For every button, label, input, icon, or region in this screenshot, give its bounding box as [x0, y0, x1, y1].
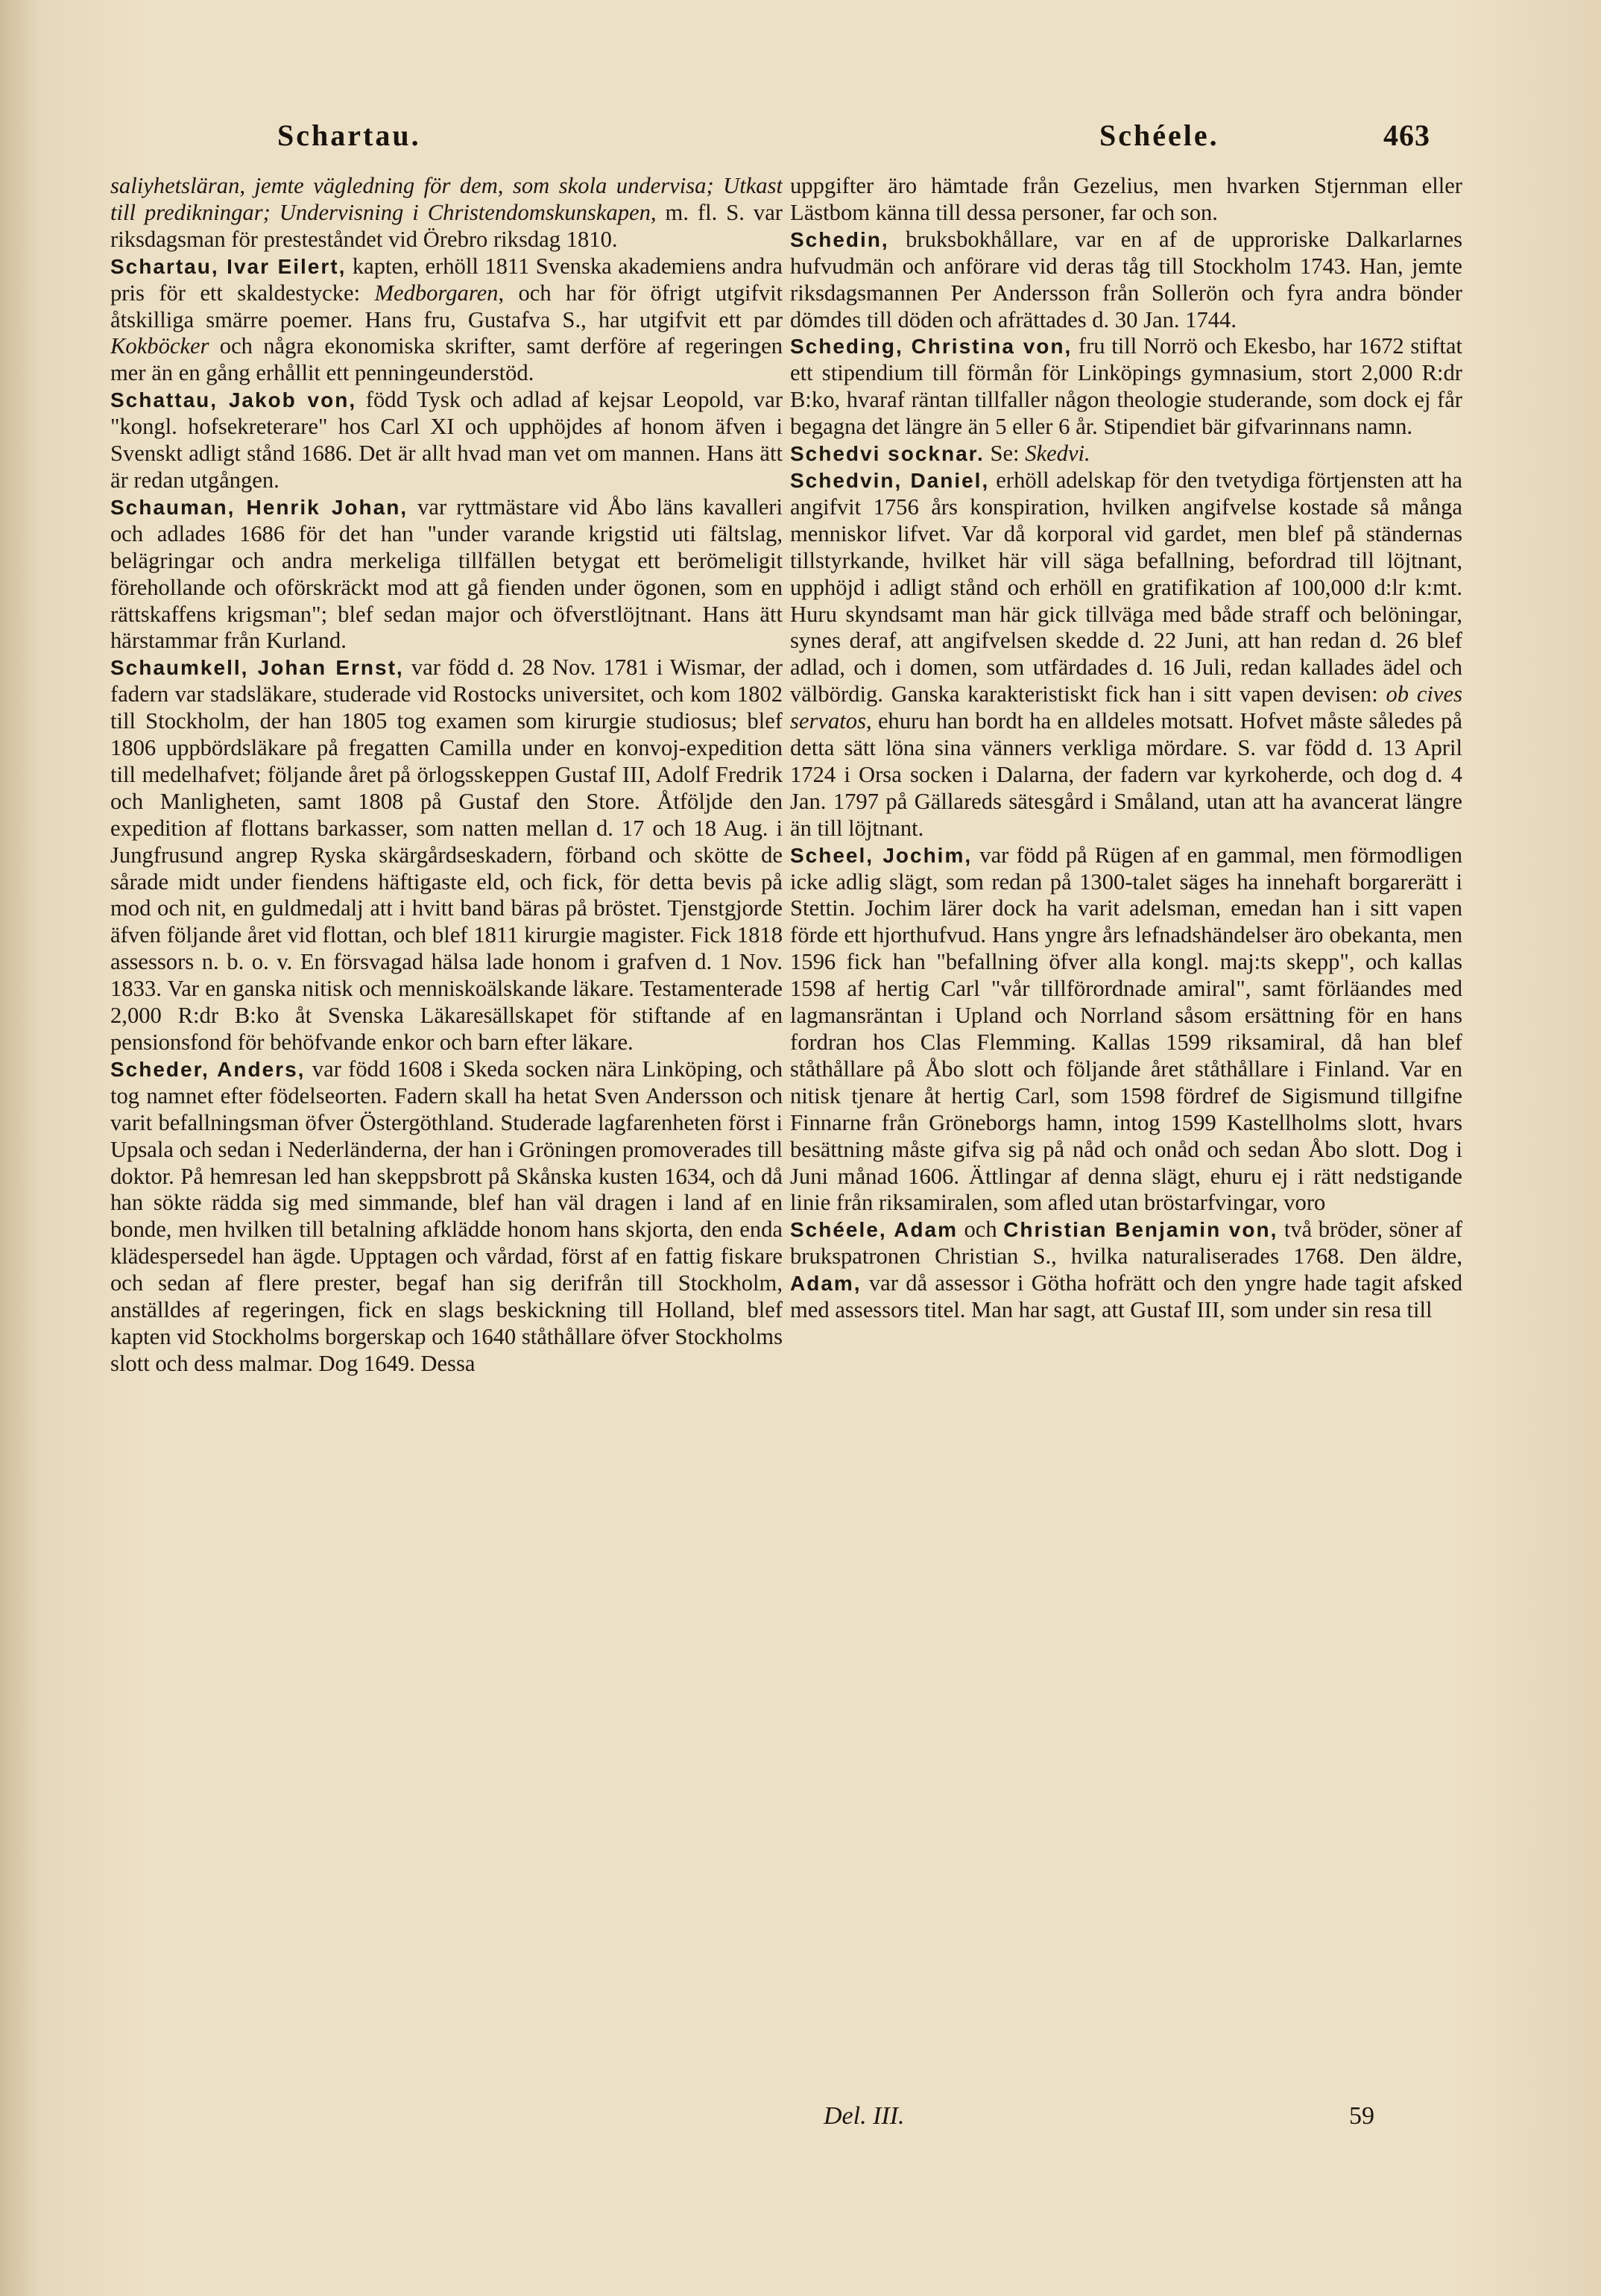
running-head-center: Schéele.: [1099, 119, 1219, 152]
page-number: 463: [1383, 119, 1430, 152]
right-column: [790, 173, 1462, 2141]
volume-signature: Del. III.: [824, 2102, 905, 2130]
entry: Schauman, Henrik Johan, var ryttmästare vid Åbo läns kavalleri och adlades 1686 för det han "under varande krigstid uti fältslag, belägringar och andra merkeliga tillfällen betygat ett berömeligit förehollande och oförskräckt mod att gå fienden under ögonen, som en rättskaffens krigsman"; blef sedan major och öfverstlöjtnant. Hans ätt härstammar från Kurland.: [110, 493, 783, 654]
sheet-signature: 59: [1349, 2102, 1374, 2130]
entry: Schaumkell, Johan Ernst, var född d. 28 Nov. 1781 i Wismar, der fadern var stadsläkare, studerade vid Rostocks universitet, och kom 1802 till Stockholm, der han 1805 tog examen som kirurgie studiosus; blef 1806 uppbördsläkare på fregatten Camilla under en konvoj-expedition till medelhafvet; följande året på örlogsskeppen Gustaf III, Adolf Fredrik och Manligheten, samt 1808 på Gustaf den Store. Åtföljde den expedition af flottans barkasser, som natten mellan d. 17 och 18 Aug. i Jungfrusund angrep Ryska skärgårdseskadern, förband och skötte de sårade midt under fiendens häftigaste eld, och fick, för detta bevis på mod och nit, en guldmedalj att i hvitt band bäras på bröstet. Tjenstgjorde äfven följande året vid flottan, och blef 1811 kirurgie magister. Fick 1818 assessors n. b. o. v. En försvagad hälsa lade honom i grafven d. 1 Nov. 1833. Var en ganska nitisk och menniskoälskande läkare. Testamenterade 2,000 R:dr B:ko åt Svenska Läkaresällskapet för stiftande af en pensionsfond för behöfvande enkor och barn efter läkare.: [110, 655, 783, 1055]
entry: Schedvi socknar. Se: Skedvi.: [790, 441, 1090, 467]
entry: Scheding, Christina von, fru till Norrö och Ekesbo, har 1672 stiftat ett stipendium till förmån för Linköpings gymnasium, stort 2,000 R:dr B:ko, hvaraf räntan tillfaller någon theologie studerande, som dock ej får begagna det längre än 5 eller 6 år. Stipendiet bär gifvarinnans namn.: [790, 333, 1462, 440]
entry: Scheel, Jochim, var född på Rügen af en gammal, men förmodligen icke adlig slägt, som redan på 1300-talet säges ha innehaft borgarerätt i Stettin. Jochim lärer dock ha varit adelsman, emedan han i sitt vapen förde ett hjorthufvud. Hans yngre års lefnadshändelser äro obekanta, men 1596 fick han "befallning öfver alla kongl. maj:ts skepp", och kallas 1598 af hertig Carl "vår tillförordnade amiral", samt förläandes med lagmansräntan i Upland och Norrland såsom ersättning för en hans fordran hos Clas Flemming. Kallas 1599 riksamiral, då han blef ståthållare på Åbo slott och följande året ståthållare i Finland. Var en nitisk tjenare åt hertig Carl, som 1598 fördref de Sigismund tillgifne Finnarne från Gröneborgs hamn, intog 1599 Kastellholms slott, hvars besättning måste gifva sig på nåd och onåd och sedan Åbo slott. Dog i Juni månad 1606. Ättlingar af denna slägt, ehuru ej i rätt nedstigande linie från riksamiralen, som afled utan bröstarfvingar, voro: [790, 842, 1462, 1216]
entry: Schartau, Ivar Eilert, kapten, erhöll 1811 Svenska akademiens andra pris för ett skaldestycke: Medborgaren, och har för öfrigt utgifvit åtskilliga smärre poemer. Hans fru, Gustafva S., har utgifvit ett par Kokböcker och några ekonomiska skrifter, samt derföre af regeringen mer än en gång erhållit ett penningeunderstöd.: [110, 253, 783, 386]
entry: Schéele, Adam och Christian Benjamin von, två bröder, söner af brukspatronen Christian S., hvilka naturaliserades 1768. Den äldre, Adam, var då assessor i Götha hofrätt och den yngre hade tagit afsked med assessors titel. Man har sagt, att Gustaf III, som under sin resa till: [790, 1217, 1462, 1323]
entry: Scheder, Anders, var född 1608 i Skeda socken nära Linköping, och tog namnet efter födelseorten. Fadern skall ha hetat Sven Andersson och varit befallningsman öfver Östergöthland. Studerade lagfarenheten först i Upsala och sedan i Nederländerna, der han i Gröningen promoverades till doktor. På hemresan led han skeppsbrott på Skånska kusten 1634, och då han sökte rädda sig med simmande, blef han väl dragen i land af en bonde, men hvilken till betalning afklädde honom hans skjorta, den enda klädespersedel han ägde. Upptagen och vårdad, först af en fattig fiskare och sedan af flere prester, begaf han sig derifrån till Stockholm, anställdes af regeringen, fick en slags beskickning till Holland, blef kapten vid Stockholms borgerskap och 1640 ståthållare öfver Stockholms slott och dess malmar. Dog 1649. Dessa: [110, 1056, 783, 1376]
entry-continuation: uppgifter äro hämtade från Gezelius, men hvarken Stjernman eller Lästbom känna till dessa personer, far och son.: [790, 173, 1462, 225]
entry-continuation: saliyhetsläran, jemte vägledning för dem, som skola undervisa; Utkast till predikningar; Undervisning i Christendomskunskapen, m. fl. S. var riksdagsman för presteståndet vid Örebro riksdag 1810.: [110, 173, 783, 252]
entry: Schattau, Jakob von, född Tysk och adlad af kejsar Leopold, var "kongl. hofsekreterare" hos Carl XI och upphöjdes af honom äfven i Svenskt adligt stånd 1686. Det är allt hvad man vet om mannen. Hans ätt är redan utgången.: [110, 387, 783, 493]
entry: Schedvin, Daniel, erhöll adelskap för den tvetydiga förtjensten att ha angifvit 1756 års konspiration, hvilken angifvelse kostade så många menniskor lifvet. Var då korporal vid gardet, men blef på ständernas tillstyrkande, hvilket här vill säga befallning, befordrad till löjtnant, upphöjd i adligt stånd och erhöll en gratifikation af 100,000 d:lr k:mt. Huru skyndsamt man här gick tillväga med både straff och belöningar, synes deraf, att angifvelsen skedde d. 22 Juni, att han redan d. 26 blef adlad, och i domen, som utfärdades d. 16 Juli, redan kallades ädel och välbördig. Ganska karakteristiskt fick han i sitt vapen devisen: ob cives servatos, ehuru han bordt ha en alldeles motsatt. Hofvet måste således på detta sätt löna sina vänners verkliga mördare. S. var född d. 13 April 1724 i Orsa socken i Dalarna, der fadern var kyrkoherde, och dog d. 4 Jan. 1797 på Gällareds sätesgård i Småland, utan att ha avancerat längre än till löjtnant.: [790, 467, 1462, 841]
entry: Schedin, bruksbokhållare, var en af de upproriske Dalkarlarnes hufvudmän och anförare vid deras tåg till Stockholm 1743. Han, jemte riksdagsmannen Per Andersson från Sollerön och fyra andra bönder dömdes till döden och afrättades d. 30 Jan. 1744.: [790, 226, 1462, 332]
left-column: [110, 173, 783, 2141]
running-head-left: Schartau.: [277, 119, 421, 152]
